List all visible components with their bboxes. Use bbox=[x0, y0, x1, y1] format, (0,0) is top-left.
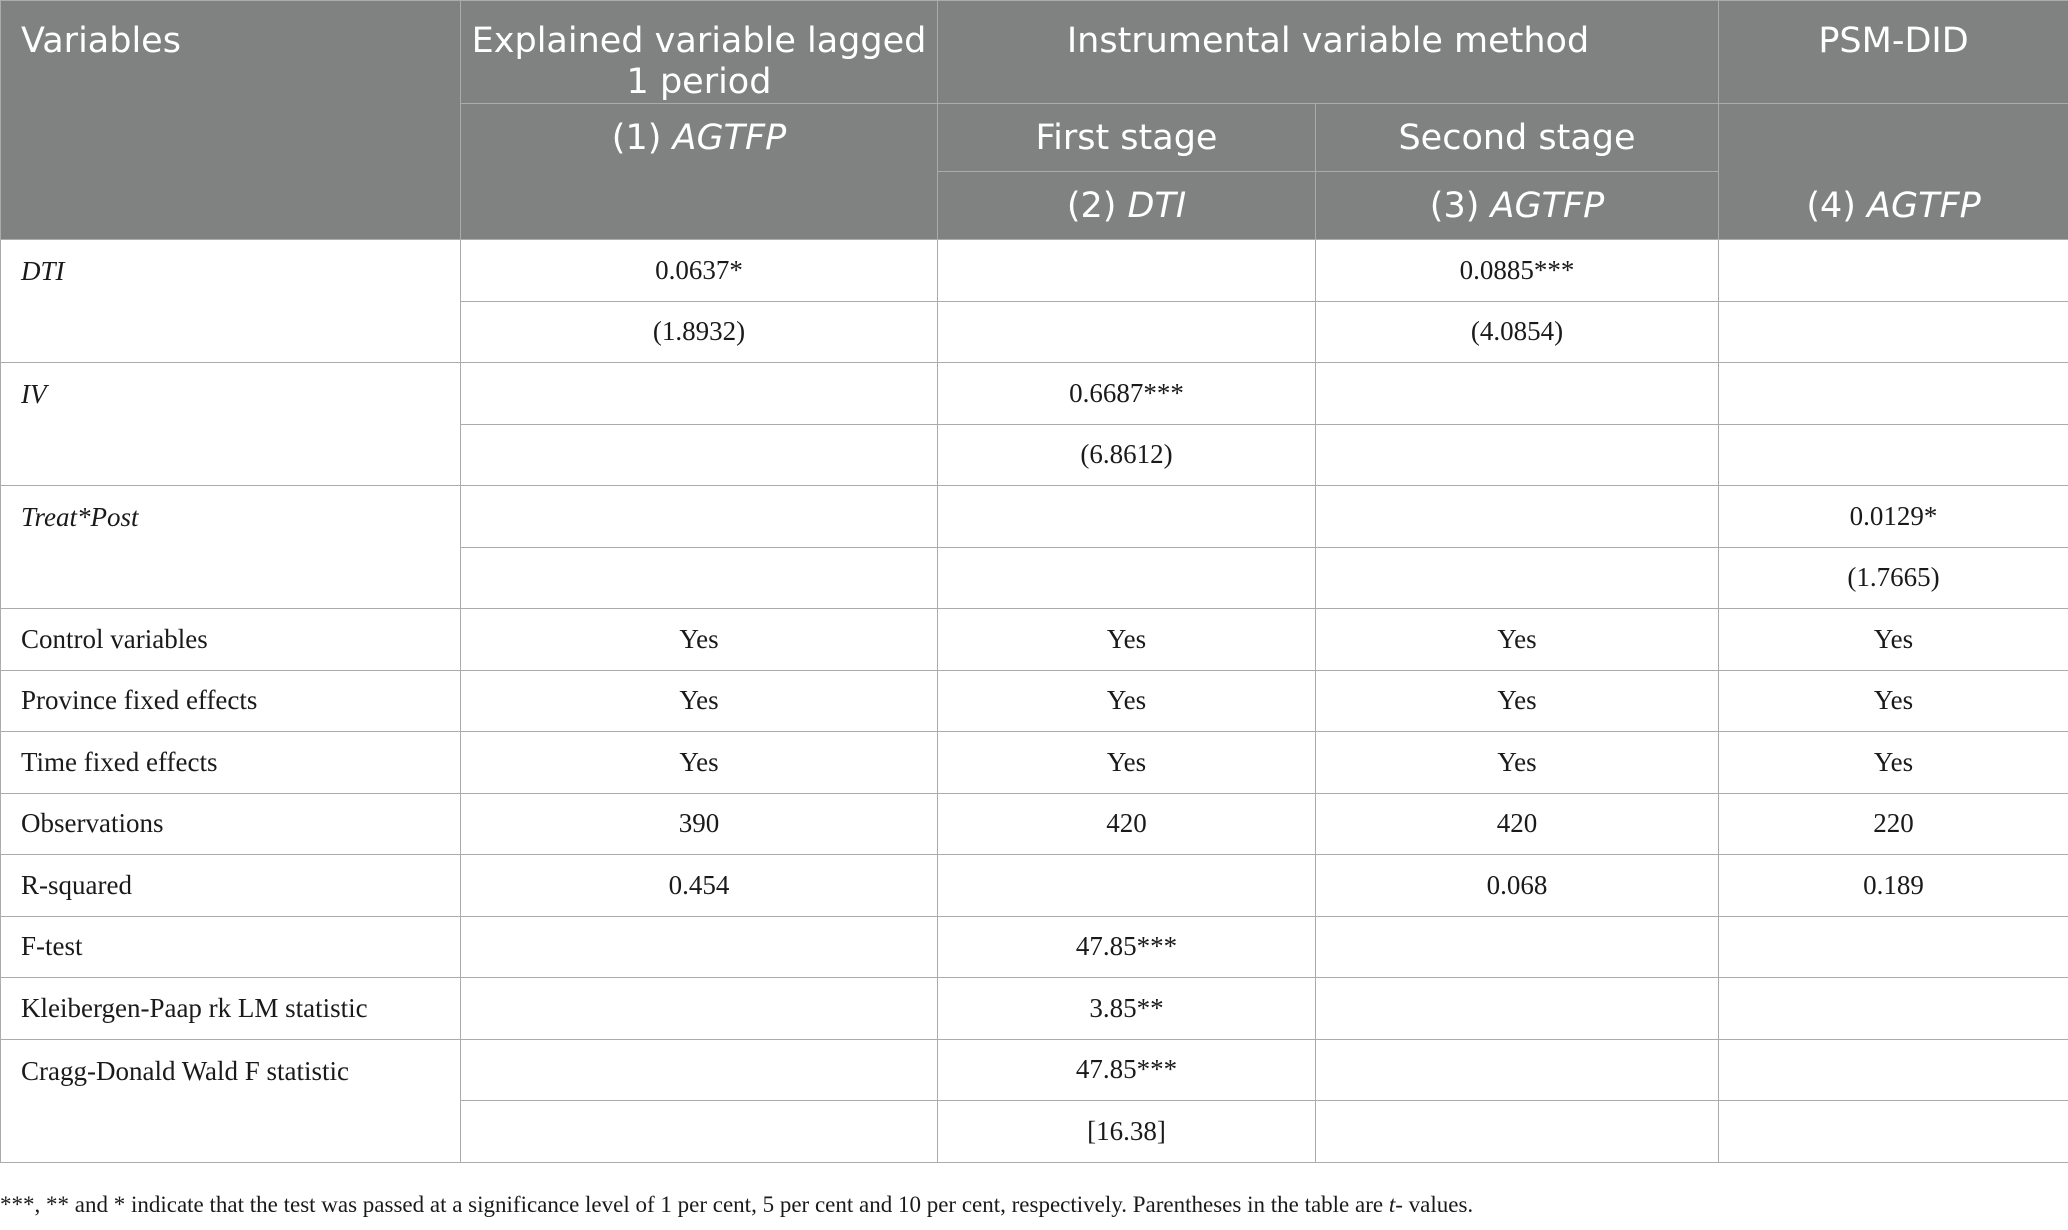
table-row bbox=[1, 855, 2068, 917]
footnote-t: t bbox=[1388, 1192, 1396, 1217]
table-cell bbox=[461, 486, 938, 548]
table-cell: Yes bbox=[1719, 732, 2068, 794]
header-col1-num: (1) bbox=[611, 118, 662, 158]
header-second-stage: Second stage bbox=[1316, 104, 1719, 172]
table-row bbox=[1, 732, 2068, 794]
table-row bbox=[1, 1039, 2068, 1101]
table-cell: Yes bbox=[461, 670, 938, 732]
table-cell bbox=[461, 978, 938, 1040]
table-cell: 0.0129* bbox=[1719, 486, 2068, 548]
header-col3-var bbox=[1316, 172, 1719, 240]
table-cell bbox=[461, 916, 938, 978]
table-cell: (4.0854) bbox=[1316, 301, 1719, 363]
table-header bbox=[1, 1, 2068, 240]
row-label-dti: DTI bbox=[1, 240, 461, 363]
table-cell: Yes bbox=[1316, 732, 1719, 794]
table-cell: Yes bbox=[938, 732, 1316, 794]
table-cell bbox=[938, 547, 1316, 609]
table-cell bbox=[1719, 1039, 2068, 1101]
table-cell bbox=[1316, 486, 1719, 548]
table-cell: 0.454 bbox=[461, 855, 938, 917]
table-cell bbox=[938, 301, 1316, 363]
row-label-f-test: F-test bbox=[1, 916, 461, 978]
table-cell bbox=[1719, 978, 2068, 1040]
header-col1-var bbox=[461, 104, 938, 240]
table-cell bbox=[461, 1039, 938, 1101]
table-cell bbox=[1719, 363, 2068, 425]
table-cell bbox=[1316, 1101, 1719, 1163]
table-cell: (1.7665) bbox=[1719, 547, 2068, 609]
header-col3-num: (3) bbox=[1429, 186, 1480, 226]
footnote-text: ***, ** and * indicate that the test was passed at a significance level of 1 per cent, 5 per cent and 10 per cent, respectively. Parentheses in the table are bbox=[0, 1192, 1389, 1217]
row-label-treat-post: Treat*Post bbox=[1, 486, 461, 609]
table-cell: 47.85*** bbox=[938, 916, 1316, 978]
header-col2-num: (2) bbox=[1066, 186, 1117, 226]
table-cell: Yes bbox=[1316, 670, 1719, 732]
table-row bbox=[1, 793, 2068, 855]
table-row bbox=[1, 916, 2068, 978]
table-row bbox=[1, 363, 2068, 425]
table-cell: Yes bbox=[1316, 609, 1719, 671]
table-cell bbox=[461, 424, 938, 486]
header-col2-varname: DTI bbox=[1127, 186, 1187, 226]
table-cell: 0.0885*** bbox=[1316, 240, 1719, 302]
table-cell: Yes bbox=[938, 609, 1316, 671]
table-cell: [16.38] bbox=[938, 1101, 1316, 1163]
header-col1-varname: AGTFP bbox=[672, 118, 787, 158]
table-cell: 0.189 bbox=[1719, 855, 2068, 917]
header-col4-varname: AGTFP bbox=[1867, 186, 1981, 226]
header-col3-varname: AGTFP bbox=[1490, 186, 1605, 226]
table-cell: Yes bbox=[938, 670, 1316, 732]
table-cell bbox=[938, 240, 1316, 302]
header-col4-var bbox=[1719, 104, 2068, 240]
table-cell bbox=[461, 1101, 938, 1163]
table-cell: Yes bbox=[461, 732, 938, 794]
row-label-time-fe: Time fixed effects bbox=[1, 732, 461, 794]
table-cell bbox=[1316, 547, 1719, 609]
row-label-observations: Observations bbox=[1, 793, 461, 855]
table-cell bbox=[1316, 363, 1719, 425]
table-row bbox=[1, 609, 2068, 671]
table-body bbox=[1, 240, 2068, 1163]
table-row bbox=[1, 486, 2068, 548]
table-cell: 390 bbox=[461, 793, 938, 855]
table-cell bbox=[1719, 424, 2068, 486]
table-cell: 420 bbox=[938, 793, 1316, 855]
table-cell: 220 bbox=[1719, 793, 2068, 855]
header-col2-var bbox=[938, 172, 1316, 240]
table-cell bbox=[461, 547, 938, 609]
table-cell bbox=[1316, 978, 1719, 1040]
header-variables: Variables bbox=[1, 1, 461, 240]
header-psm-did: PSM-DID bbox=[1719, 1, 2068, 104]
table-cell bbox=[1719, 916, 2068, 978]
table-cell bbox=[938, 486, 1316, 548]
table-cell: 0.068 bbox=[1316, 855, 1719, 917]
row-label-cragg-donald: Cragg-Donald Wald F statistic bbox=[1, 1039, 461, 1162]
table-cell bbox=[938, 855, 1316, 917]
table-cell: 3.85** bbox=[938, 978, 1316, 1040]
table-cell: Yes bbox=[1719, 609, 2068, 671]
table-cell: Yes bbox=[461, 609, 938, 671]
table-cell bbox=[1719, 240, 2068, 302]
table-cell bbox=[461, 363, 938, 425]
table-footnote bbox=[0, 1192, 1473, 1218]
table-cell bbox=[1316, 1039, 1719, 1101]
table-row bbox=[1, 240, 2068, 302]
table-cell: 47.85*** bbox=[938, 1039, 1316, 1101]
table-cell bbox=[1316, 916, 1719, 978]
table-cell bbox=[1719, 301, 2068, 363]
row-label-province-fe: Province fixed effects bbox=[1, 670, 461, 732]
row-label-control-variables: Control variables bbox=[1, 609, 461, 671]
table-cell: (6.8612) bbox=[938, 424, 1316, 486]
table-cell bbox=[1719, 1101, 2068, 1163]
header-col4-num: (4) bbox=[1806, 186, 1856, 226]
footnote-text-end: - values. bbox=[1395, 1192, 1474, 1217]
header-col1-group: Explained variable lagged 1 period bbox=[461, 1, 938, 104]
table-cell: 420 bbox=[1316, 793, 1719, 855]
table-cell: (1.8932) bbox=[461, 301, 938, 363]
table-cell: 0.0637* bbox=[461, 240, 938, 302]
table-row bbox=[1, 978, 2068, 1040]
row-label-r-squared: R-squared bbox=[1, 855, 461, 917]
header-first-stage: First stage bbox=[938, 104, 1316, 172]
table-cell bbox=[1316, 424, 1719, 486]
table-cell: 0.6687*** bbox=[938, 363, 1316, 425]
table-cell: Yes bbox=[1719, 670, 2068, 732]
table-row bbox=[1, 670, 2068, 732]
header-iv-group: Instrumental variable method bbox=[938, 1, 1719, 104]
row-label-kleibergen-paap: Kleibergen-Paap rk LM statistic bbox=[1, 978, 461, 1040]
row-label-iv: IV bbox=[1, 363, 461, 486]
